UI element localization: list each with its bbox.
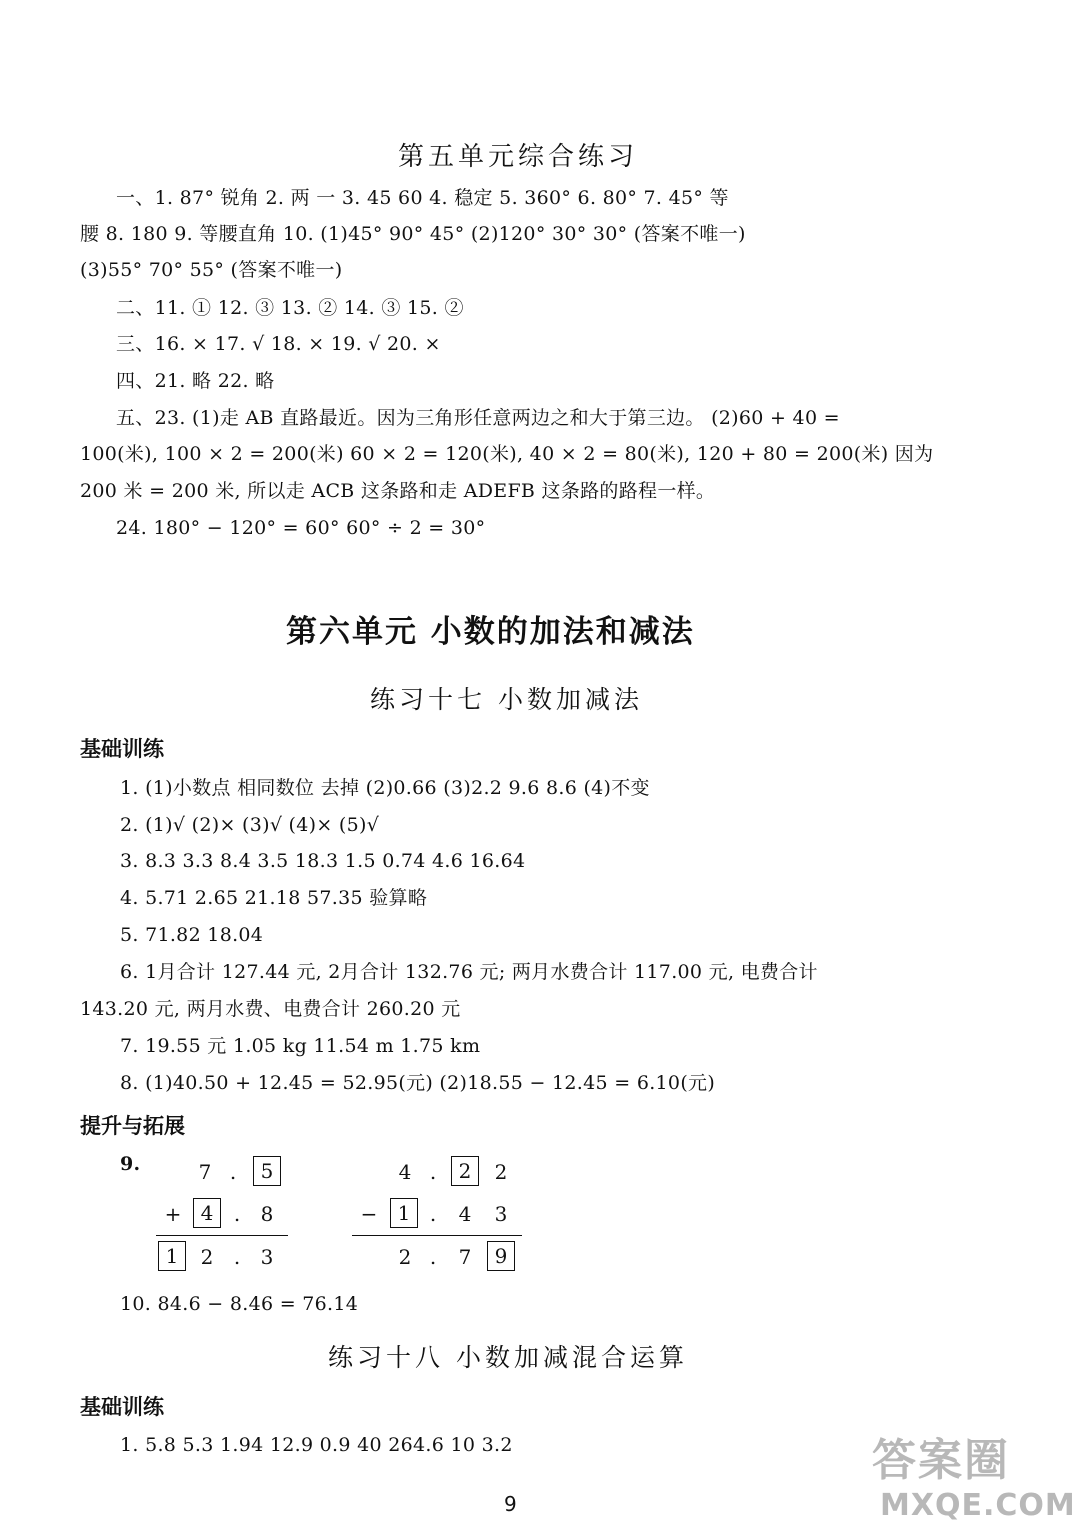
answer-line: 24. 180° − 120° = 60° 60° ÷ 2 = 30° <box>116 517 486 539</box>
answer-line: 三、16. × 17. √ 18. × 19. √ 20. × <box>116 333 441 355</box>
filled-box-digit: 2 <box>451 1156 479 1186</box>
filled-box-digit: 5 <box>253 1156 281 1186</box>
decimal-point: . <box>233 1202 241 1226</box>
exercise18-title: 练习十八 小数加减混合运算 <box>328 1343 688 1372</box>
digit: 8 <box>260 1202 274 1226</box>
digit: 3 <box>260 1245 274 1269</box>
filled-box-digit: 1 <box>158 1241 186 1271</box>
exercise17-title: 练习十七 小数加减法 <box>370 685 643 714</box>
answer-line: 四、21. 略 22. 略 <box>116 370 275 392</box>
answer-line: 4. 5.71 2.65 21.18 57.35 验算略 <box>120 887 428 909</box>
unit6-title: 第六单元 小数的加法和减法 <box>286 614 695 650</box>
digit: 7 <box>198 1160 212 1184</box>
answer-line: 143.20 元, 两月水费、电费合计 260.20 元 <box>80 998 461 1020</box>
difference-rule <box>352 1235 522 1236</box>
decimal-point: . <box>429 1202 437 1226</box>
decimal-point: . <box>429 1160 437 1184</box>
answer-line: 100(米), 100 × 2 = 200(米) 60 × 2 = 120(米), 40 × 2 = 80(米), 120 + 80 = 200(米) 因为 <box>80 443 934 465</box>
unit5-title: 第五单元综合练习 <box>398 142 639 172</box>
decimal-point: . <box>233 1245 241 1269</box>
basic-training-heading: 基础训练 <box>80 737 164 761</box>
answer-line: 二、11. ① 12. ③ 13. ② 14. ③ 15. ② <box>116 297 464 319</box>
answer-line: 腰 8. 180 9. 等腰直角 10. (1)45° 90° 45° (2)120° 30° 30° (答案不唯一) <box>80 223 746 245</box>
answer-line: 8. (1)40.50 + 12.45 = 52.95(元) (2)18.55 − 12.45 = 6.10(元) <box>120 1072 716 1094</box>
sum-rule <box>156 1235 288 1236</box>
basic-training-heading: 基础训练 <box>80 1395 164 1419</box>
filled-box-digit: 9 <box>487 1241 515 1271</box>
digit: 3 <box>494 1202 508 1226</box>
plus-sign: + <box>164 1202 182 1226</box>
watermark-logo: 答案圈 <box>872 1435 1010 1486</box>
answer-line: 10. 84.6 − 8.46 = 76.14 <box>120 1293 359 1315</box>
answer-line: 200 米 = 200 米, 所以走 ACB 这条路和走 ADEFB 这条路的路程一样。 <box>80 480 716 502</box>
digit: 4 <box>458 1202 472 1226</box>
decimal-point: . <box>429 1245 437 1269</box>
extension-heading: 提升与拓展 <box>80 1114 185 1138</box>
decimal-point: . <box>229 1160 237 1184</box>
answer-line: (3)55° 70° 55° (答案不唯一) <box>80 259 343 281</box>
answer-line: 7. 19.55 元 1.05 kg 11.54 m 1.75 km <box>120 1035 481 1057</box>
filled-box-digit: 1 <box>390 1198 418 1228</box>
digit: 7 <box>458 1245 472 1269</box>
question-9-label: 9. <box>120 1153 141 1175</box>
digit: 4 <box>398 1160 412 1184</box>
minus-sign: − <box>360 1202 378 1226</box>
watermark-url: MXQE.COM <box>880 1488 1076 1523</box>
digit: 2 <box>398 1245 412 1269</box>
filled-box-digit: 4 <box>193 1198 221 1228</box>
answer-line: 1. 5.8 5.3 1.94 12.9 0.9 40 264.6 10 3.2 <box>120 1434 513 1456</box>
answer-line: 6. 1月合计 127.44 元, 2月合计 132.76 元; 两月水费合计 117.00 元, 电费合计 <box>120 961 818 983</box>
digit: 2 <box>200 1245 214 1269</box>
answer-line: 3. 8.3 3.3 8.4 3.5 18.3 1.5 0.74 4.6 16.64 <box>120 850 526 872</box>
answer-line: 5. 71.82 18.04 <box>120 924 264 946</box>
answer-line: 2. (1)√ (2)× (3)√ (4)× (5)√ <box>120 814 380 836</box>
answer-line: 一、1. 87° 锐角 2. 两 一 3. 45 60 4. 稳定 5. 360° 6. 80° 7. 45° 等 <box>116 187 729 209</box>
answer-line: 1. (1)小数点 相同数位 去掉 (2)0.66 (3)2.2 9.6 8.6 (4)不变 <box>120 777 650 799</box>
digit: 2 <box>494 1160 508 1184</box>
page-number: 9 <box>504 1492 517 1516</box>
answer-line: 五、23. (1)走 AB 直路最近。因为三角形任意两边之和大于第三边。 (2)60 + 40 = <box>116 407 840 429</box>
